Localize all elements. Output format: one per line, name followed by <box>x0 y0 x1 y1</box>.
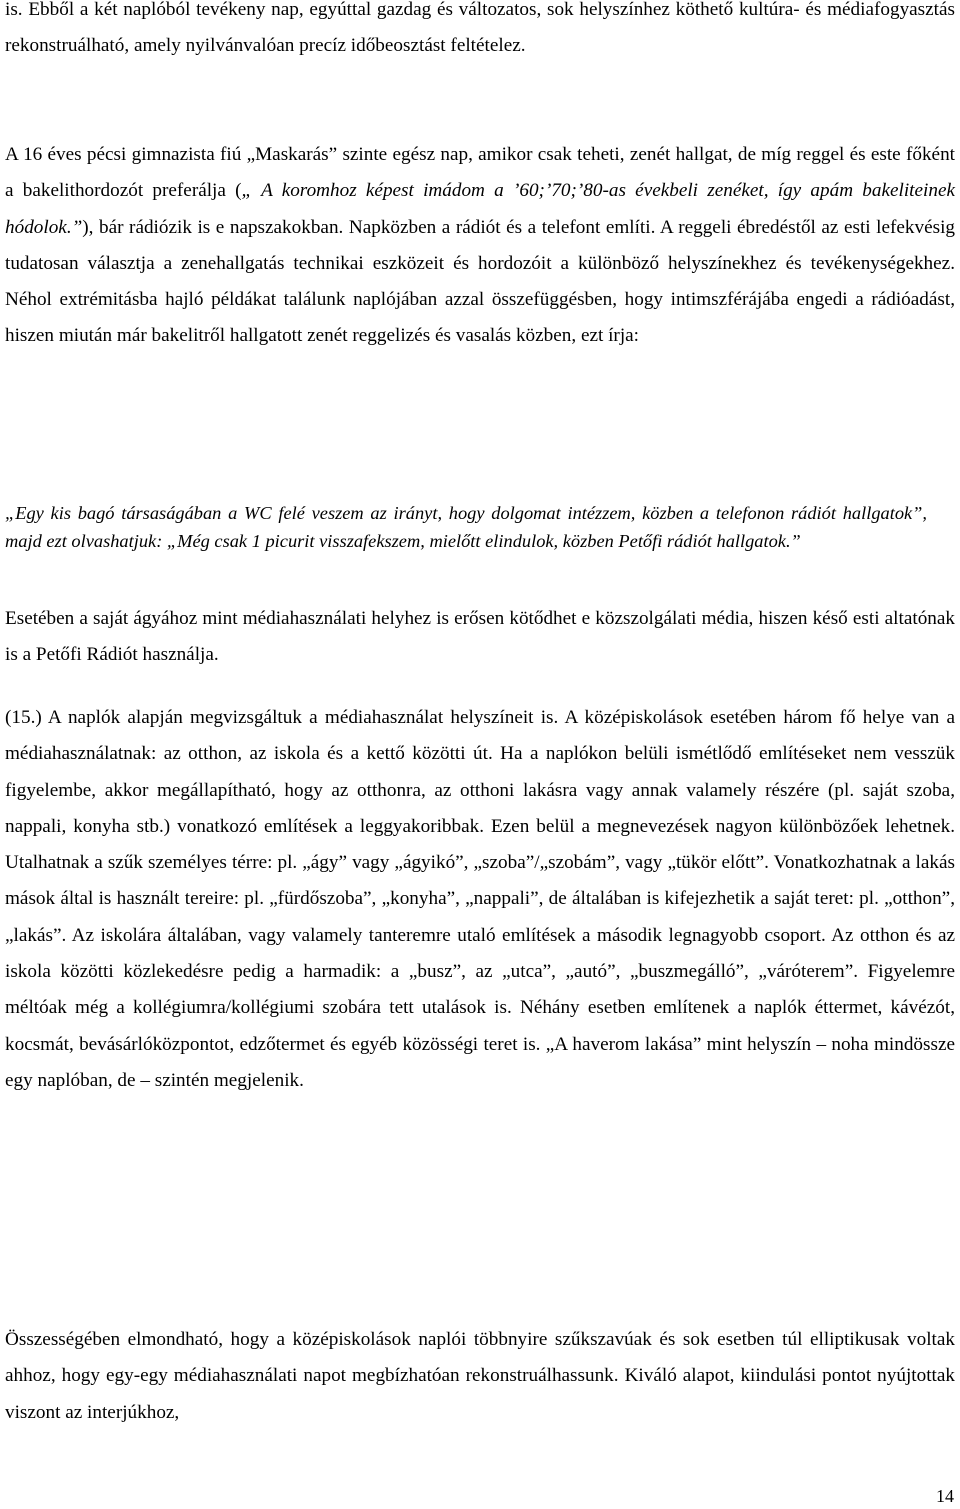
paragraph-maskaras-text-continued: ), bár rádiózik is e napszakokban. Napközben a rádiót és a telefont említi. A reggeli ébredéstől az esti lefekvésig tudatosan választja a zenehallgatás technikai eszközeit és hordozóit a különböző helyszínekhez és tevékenységekhez. Néhol extrémitásba hajló példákat találunk naplójában azzal összefüggésben, hogy intimszférájába engedi a rádióadást, hiszen miután már bakelitről hallgatott zenét reggelizés és vasalás közben, ezt írja: <box>5 216 955 347</box>
paragraph-maskaras-text: A 16 éves pécsi gimnazista fiú „Maskarás” szinte egész nap, amikor csak teheti, zenét hallgat, de míg reggel és este főként a bakelithordozót preferálja ( <box>5 144 955 202</box>
paragraph-intro-text: is. Ebből a két naplóból tevékeny nap, egyúttal gazdag és változatos, sok helyszínhez köthető kultúra- és médiafogyasztás rekonstruálható, amely nyilvánvalóan precíz időbeosztást feltételez. <box>5 0 955 57</box>
paragraph-locations-text: (15.) A naplók alapján megvizsgáltuk a médiahasználat helyszíneit is. A középiskolások esetében három fő helye van a médiahasználatnak: az otthon, az iskola és a kettő közötti út. Ha a naplókon belüli ismétlődő említéseket nem vesszük figyelembe, akkor megállapítható, hogy az otthonra, az otthoni lakásra vagy annak valamely részére (pl. saját szoba, nappali, konyha stb.) vonatkozó említések a leggyakoribbak. Ezen belül a megnevezések nagyon különbözőek lehetnek. Utalhatnak a szűk személyes térre: pl. „ágy” vagy „ágyikó”, „szoba”/„szobám”, vagy „tükör előtt”. Vonatkozhatnak a lakás mások által is használt tereire: pl. „fürdőszoba”, „konyha”, „nappali”, de általában is kifejezhetik a saját teret: pl. „otthon”, „lakás”. Az iskolára általában, vagy valamely tanteremre utaló említések a második legnagyobb csoport. Az otthon és az iskola közötti közlekedésre pedig a harmadik: a „busz”, az „utca”, „autó”, „buszmegálló”, „váróterem”. Figyelemre méltóak még a kollégiumra/kollégiumi szobára tett utalások is. Néhány esetben említenek a naplók éttermet, kávézót, kocsmát, bevásárlóközpontot, edzőtermet és egyéb közösségi teret is. „A haverom lakása” mint helyszín – noha mindössze egy naplóban, de – szintén megjelenik. <box>5 707 955 1091</box>
block-quote <box>5 500 927 555</box>
inline-quote: „ A koromhoz képest imádom a ’60;’70;’80-as évekbeli zenéket, így apám bakeliteinek hódolok.” <box>5 180 955 238</box>
paragraph-intro <box>5 0 955 65</box>
page-number: 14 <box>936 1486 954 1506</box>
paragraph-locations <box>5 700 955 1099</box>
paragraph-bed-text: Esetében a saját ágyához mint médiahasználati helyhez is erősen kötődhet e közszolgálati média, hiszen késő esti altatónak is a Petőfi Rádiót használja. <box>5 608 955 666</box>
paragraph-summary <box>5 1322 955 1431</box>
paragraph-maskaras <box>5 137 955 355</box>
paragraph-summary-text: Összességében elmondható, hogy a középiskolások naplói többnyire szűkszavúak és sok esetben túl elliptikusak voltak ahhoz, hogy egy-egy médiahasználati napot megbízhatóan rekonstruálhassunk. Kiváló alapot, kiindulási pontot nyújtottak viszont az interjúkhoz, <box>5 1329 955 1423</box>
block-quote-text: „Egy kis bagó társaságában a WC felé veszem az irányt, hogy dolgomat intézzem, közben a telefonon rádiót hallgatok”, majd ezt olvashatjuk: „Még csak 1 picurit visszafekszem, mielőtt elindulok, közben Petőfi rádiót hallgatok.” <box>5 503 927 551</box>
paragraph-bed <box>5 601 955 674</box>
